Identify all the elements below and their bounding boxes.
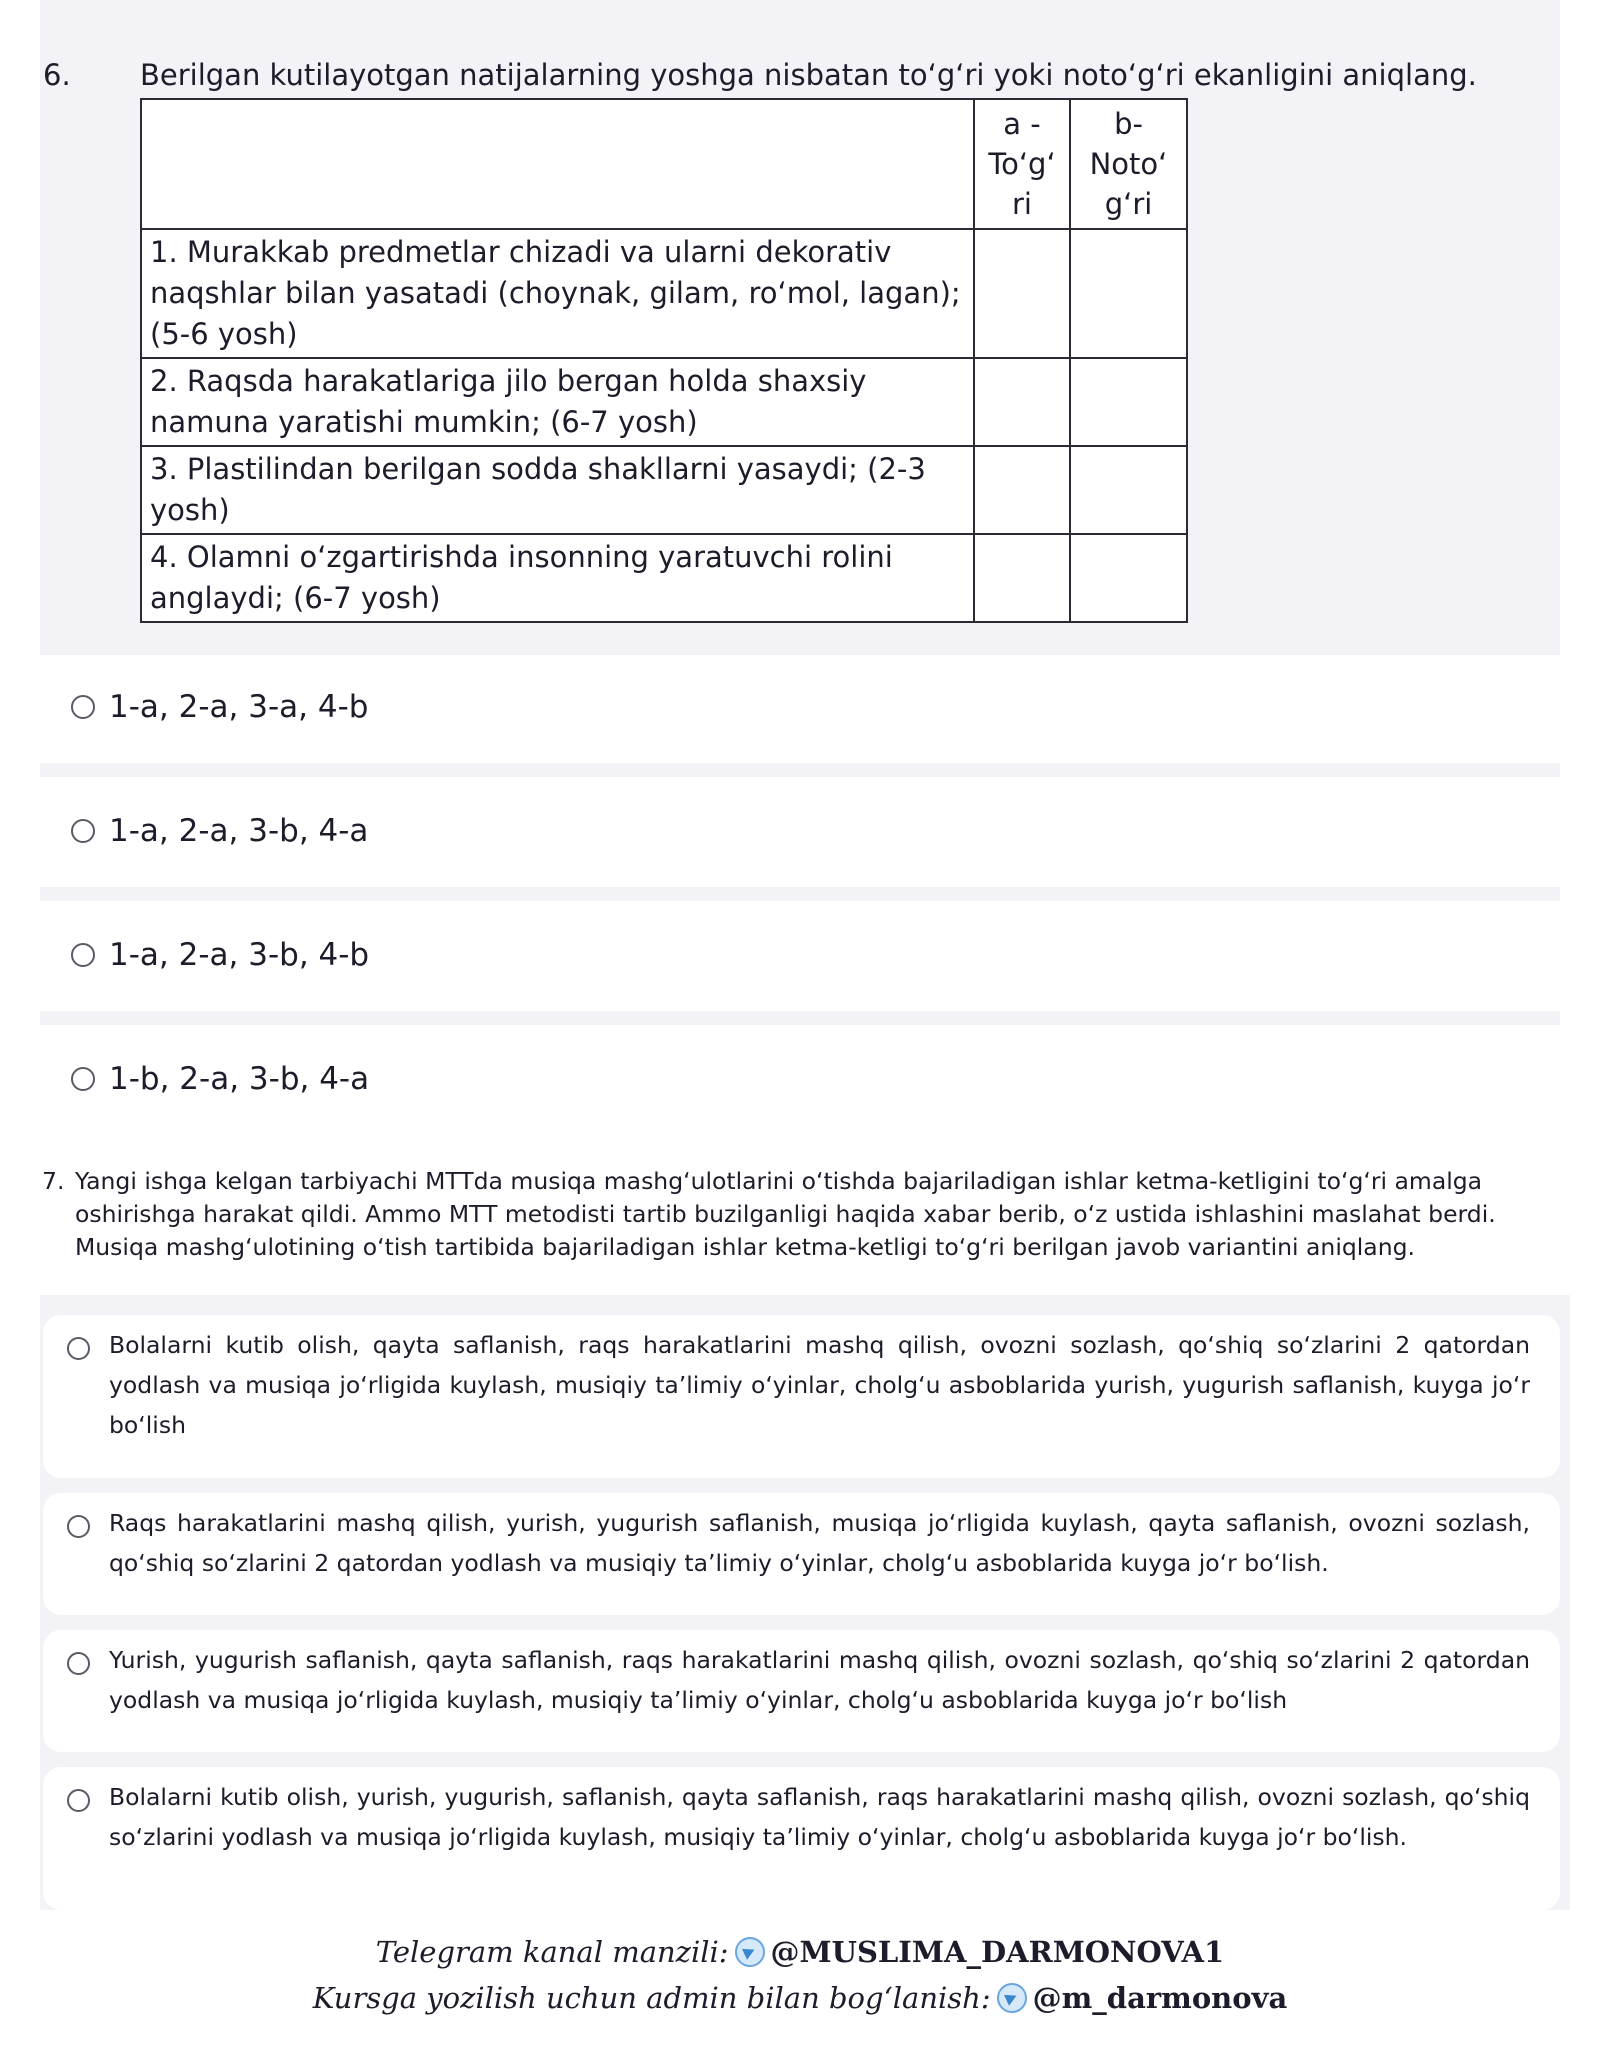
answer-cell-b[interactable] (1070, 358, 1187, 446)
table-row (141, 446, 1187, 534)
question-7-line1: Yangi ishga kelgan tarbiyachi MTTda musiqa mashg‘ulotlarini o‘tishda bajariladigan ishlar ketma-ketligini to‘g‘ri amalga (75, 1167, 1483, 1195)
footer-line-1 (0, 1935, 1600, 1971)
option-label: Bolalarni kutib olish, yurish, yugurish, saflanish, qayta saflanish, raqs harakatlarini mashq qilish, ovozni sozlash, qo‘shiq so‘zlarini yodlash va musiqa jo‘rligida kuylash, musiqiy ta’limiy o‘yinlar, cholg‘u asboblarida kuyga jo‘r bo‘lish. (109, 1783, 1530, 1851)
radio-icon[interactable] (67, 1337, 90, 1360)
footer-label-2: Kursga yozilish uchun admin bilan bog‘lanish: (312, 1981, 991, 2015)
telegram-icon (735, 1937, 765, 1967)
table-row (141, 229, 1187, 358)
table-row-statement: 1. Murakkab predmetlar chizadi va ularni dekorativ naqshlar bilan yasatadi (choynak, gilam, ro‘mol, lagan); (5-6 yosh) (141, 229, 974, 358)
q7-option-3[interactable] (43, 1630, 1560, 1752)
footer-line-2 (0, 1981, 1600, 2017)
option-divider (40, 1011, 1560, 1025)
table-row (141, 358, 1187, 446)
option-label: 1-a, 2-a, 3-b, 4-b (109, 937, 370, 973)
table-header-col-b: b- Noto‘ g‘ri (1070, 99, 1187, 229)
table-row (141, 534, 1187, 622)
option-label: Yurish, yugurish saflanish, qayta saflanish, raqs harakatlarini mashq qilish, ovozni sozlash, qo‘shiq so‘zlarini 2 qatordan yodlash va musiqa jo‘rligida kuylash, musiqiy ta’limiy o‘yinlar, cholg‘u asboblarida kuyga jo‘r bo‘lish (109, 1646, 1530, 1714)
table-row-statement: 3. Plastilindan berilgan sodda shakllarni yasaydi; (2-3 yosh) (141, 446, 974, 534)
telegram-channel-link[interactable]: @MUSLIMA_DARMONOVA1 (770, 1935, 1225, 1969)
question-6-number: 6. (43, 58, 71, 92)
radio-icon[interactable] (71, 943, 95, 967)
q7-option-1[interactable] (43, 1315, 1560, 1478)
answer-cell-a[interactable] (974, 229, 1070, 358)
question-7-body: oshirishga harakat qildi. Ammo MTT metodisti tartib buzilganligi haqida xabar berib, o‘z ustida ishlashini maslahat berdi. Musiqa mashg‘ulotining o‘tish tartibida bajariladigan ishlar ketma-ketligi to‘g‘ri berilgan javob variantini aniqlang. (75, 1200, 1496, 1261)
answer-cell-a[interactable] (974, 446, 1070, 534)
radio-icon[interactable] (67, 1652, 90, 1675)
option-label: Bolalarni kutib olish, qayta saflanish, raqs harakatlarini mashq qilish, ovozni sozlash, qo‘shiq so‘zlarini 2 qatordan yodlash va musiqa jo‘rligida kuylash, musiqiy ta’limiy o‘yinlar, cholg‘u asboblarida yurish, yugurish saflanish, kuyga jo‘r bo‘lish (109, 1331, 1530, 1439)
telegram-icon (997, 1983, 1027, 2013)
answer-cell-b[interactable] (1070, 446, 1187, 534)
radio-icon[interactable] (71, 695, 95, 719)
q6-option-2[interactable] (43, 779, 1560, 883)
option-label: Raqs harakatlarini mashq qilish, yurish, yugurish saflanish, musiqa jo‘rligida kuylash, qayta saflanish, ovozni sozlash, qo‘shiq so‘zlarini 2 qatordan yodlash va musiqiy ta’limiy o‘yinlar, cholg‘u asboblarida kuyga jo‘r bo‘lish. (109, 1509, 1530, 1577)
answer-cell-a[interactable] (974, 534, 1070, 622)
q7-option-2[interactable] (43, 1493, 1560, 1615)
answer-cell-b[interactable] (1070, 534, 1187, 622)
radio-icon[interactable] (67, 1789, 90, 1812)
option-label: 1-a, 2-a, 3-b, 4-a (109, 813, 369, 849)
radio-icon[interactable] (71, 819, 95, 843)
table-row-statement: 4. Olamni o‘zgartirishda insonning yaratuvchi rolini anglaydi; (6-7 yosh) (141, 534, 974, 622)
table-row-statement: 2. Raqsda harakatlariga jilo bergan holda shaxsiy namuna yaratishi mumkin; (6-7 yosh) (141, 358, 974, 446)
question-6-text: Berilgan kutilayotgan natijalarning yoshga nisbatan to‘g‘ri yoki noto‘g‘ri ekanligini aniqlang. (140, 58, 1477, 92)
q6-option-4[interactable] (43, 1027, 1560, 1131)
option-divider (40, 763, 1560, 777)
question-7-number: 7. (42, 1167, 65, 1195)
option-divider (40, 887, 1560, 901)
question-7-text (42, 1165, 1572, 1264)
table-header-col-a: a - To‘g‘ ri (974, 99, 1070, 229)
option-label: 1-a, 2-a, 3-a, 4-b (109, 689, 369, 725)
option-label: 1-b, 2-a, 3-b, 4-a (109, 1061, 370, 1097)
radio-icon[interactable] (71, 1067, 95, 1091)
telegram-admin-link[interactable]: @m_darmonova (1032, 1981, 1288, 2015)
q6-option-3[interactable] (43, 903, 1560, 1007)
answer-cell-b[interactable] (1070, 229, 1187, 358)
table-header-empty (141, 99, 974, 229)
answer-cell-a[interactable] (974, 358, 1070, 446)
q6-option-1[interactable] (43, 655, 1560, 759)
footer-label-1: Telegram kanal manzili: (375, 1935, 729, 1969)
radio-icon[interactable] (67, 1515, 90, 1538)
question-6-table (140, 98, 1188, 623)
q7-option-4[interactable] (43, 1767, 1560, 1910)
